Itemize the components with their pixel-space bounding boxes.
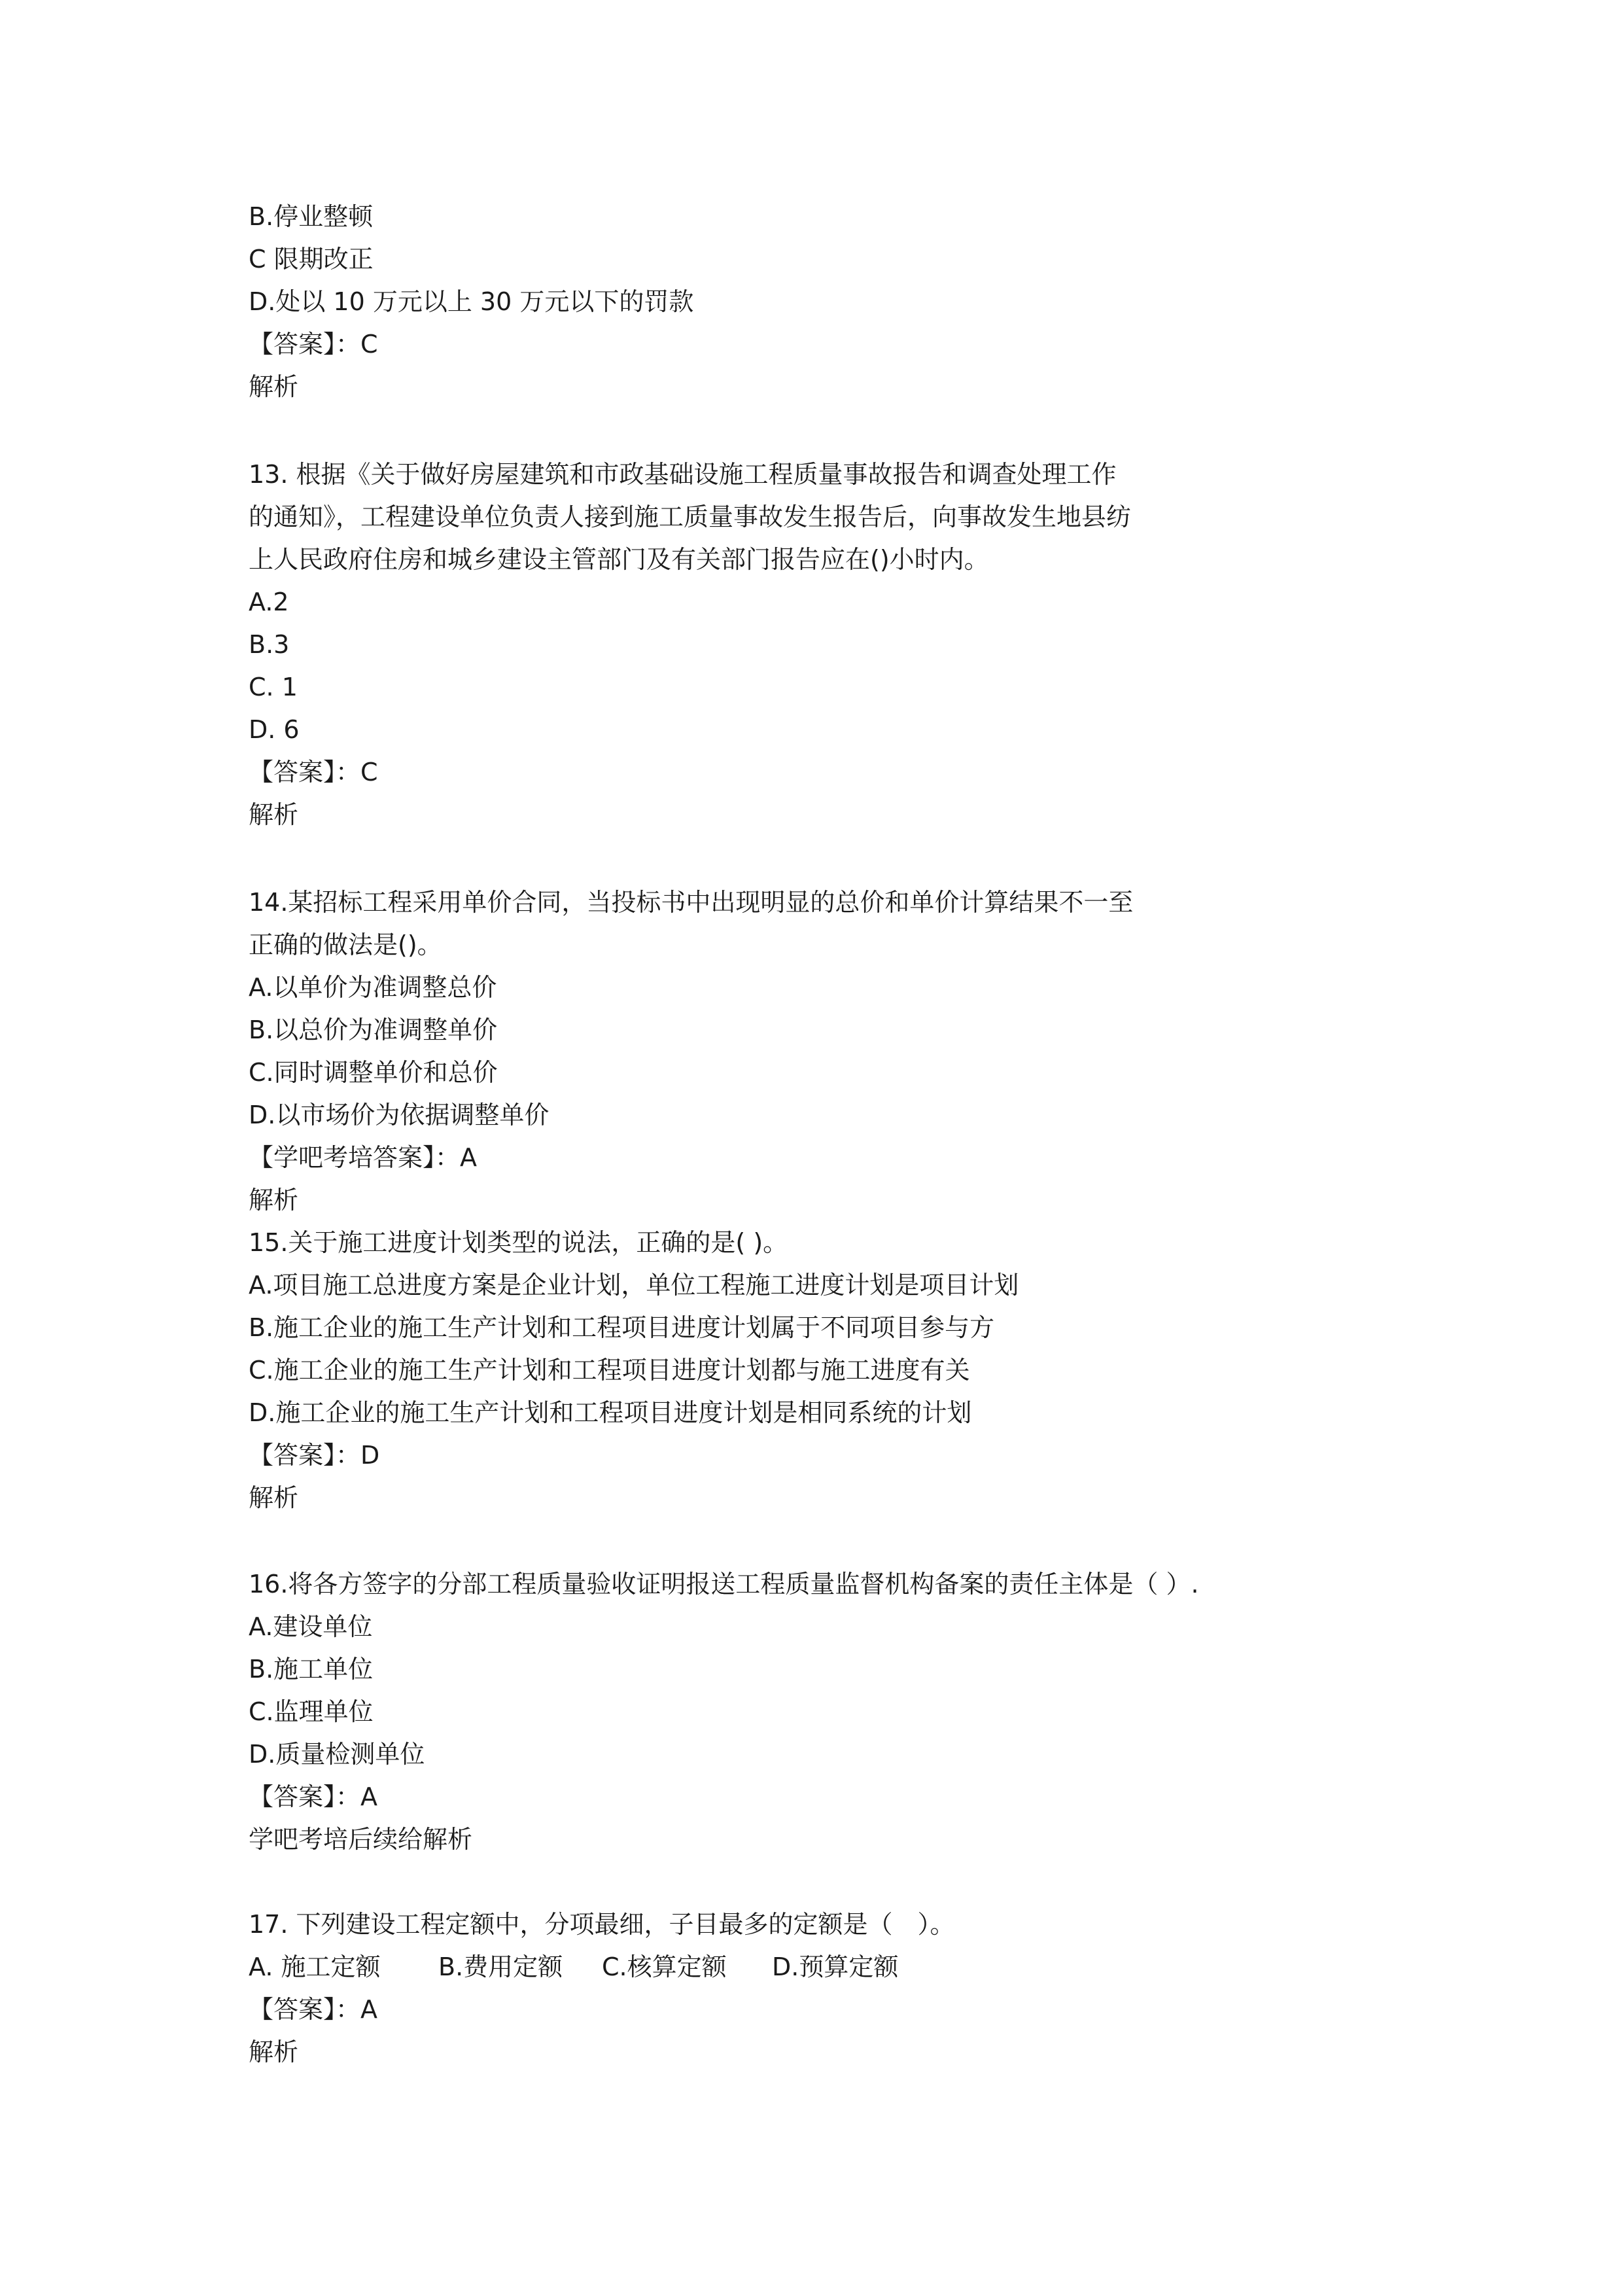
q14-option-b: B.以总价为准调整单价 [249,1016,498,1044]
q17-option-a: A. 施工定额 [249,1952,381,1981]
q12-option-b: B.停业整顿 [249,202,374,231]
q14-option-a: A.以单价为准调整总价 [249,973,497,1002]
q12-option-c: C 限期改正 [249,245,374,274]
q17-option-d: D.预算定额 [772,1952,899,1981]
q16-option-c: C.监理单位 [249,1697,374,1726]
q13-stem-line2: 的通知》，工程建设单位负责人接到施工质量事故发生报告后，向事故发生地县纺 [249,503,1132,531]
q16-option-d: D.质量检测单位 [249,1740,425,1769]
q16-analysis: 学吧考培后续给解析 [249,1825,473,1854]
q17-answer: 【答案】：A [249,1995,377,2024]
q15-option-b: B.施工企业的施工生产计划和工程项目进度计划属于不同项目参与方 [249,1313,995,1342]
q16-option-b: B.施工单位 [249,1655,374,1684]
q13-option-c: C. 1 [249,673,298,701]
q13-option-a: A.2 [249,588,289,616]
q13-option-d: D. 6 [249,715,300,744]
q13-answer: 【答案】：C [249,758,378,786]
q13-stem-line1: 13. 根据《关于做好房屋建筑和市政基础设施工程质量事故报告和调查处理工作 [249,460,1117,489]
q16-option-a: A.建设单位 [249,1612,373,1641]
q12-analysis: 解析 [249,372,299,401]
q12-answer: 【答案】：C [249,330,378,359]
q14-option-c: C.同时调整单价和总价 [249,1058,498,1087]
q17-option-b: B.费用定额 [438,1952,563,1981]
q14-answer: 【学吧考培答案】：A [249,1143,477,1172]
q17-stem: 17. 下列建设工程定额中，分项最细，子目最多的定额是（ ）。 [249,1910,955,1939]
q16-stem: 16.将各方签字的分部工程质量验收证明报送工程质量监督机构备案的责任主体是（ ）. [249,1570,1199,1598]
q15-option-a: A.项目施工总进度方案是企业计划，单位工程施工进度计划是项目计划 [249,1271,1019,1299]
q13-stem-line3: 上人民政府住房和城乡建设主管部门及有关部门报告应在()小时内。 [249,545,989,574]
q15-option-d: D.施工企业的施工生产计划和工程项目进度计划是相同系统的计划 [249,1398,972,1427]
q13-analysis: 解析 [249,800,299,829]
q17-options-row [249,1951,898,1983]
q17-analysis: 解析 [249,2038,299,2066]
q14-stem-line1: 14.某招标工程采用单价合同，当投标书中出现明显的总价和单价计算结果不一至 [249,888,1134,917]
q12-option-d: D.处以 10 万元以上 30 万元以下的罚款 [249,287,694,316]
q14-analysis: 解析 [249,1186,299,1214]
q14-option-d: D.以市场价为依据调整单价 [249,1101,550,1129]
q16-answer: 【答案】：A [249,1782,377,1811]
q15-option-c: C.施工企业的施工生产计划和工程项目进度计划都与施工进度有关 [249,1356,970,1385]
q13-option-b: B.3 [249,630,290,659]
q15-stem: 15.关于施工进度计划类型的说法，正确的是( )。 [249,1228,788,1257]
q14-stem-line2: 正确的做法是()。 [249,930,442,959]
q15-analysis: 解析 [249,1483,299,1512]
q17-option-c: C.核算定额 [602,1952,727,1981]
q15-answer: 【答案】：D [249,1441,380,1470]
